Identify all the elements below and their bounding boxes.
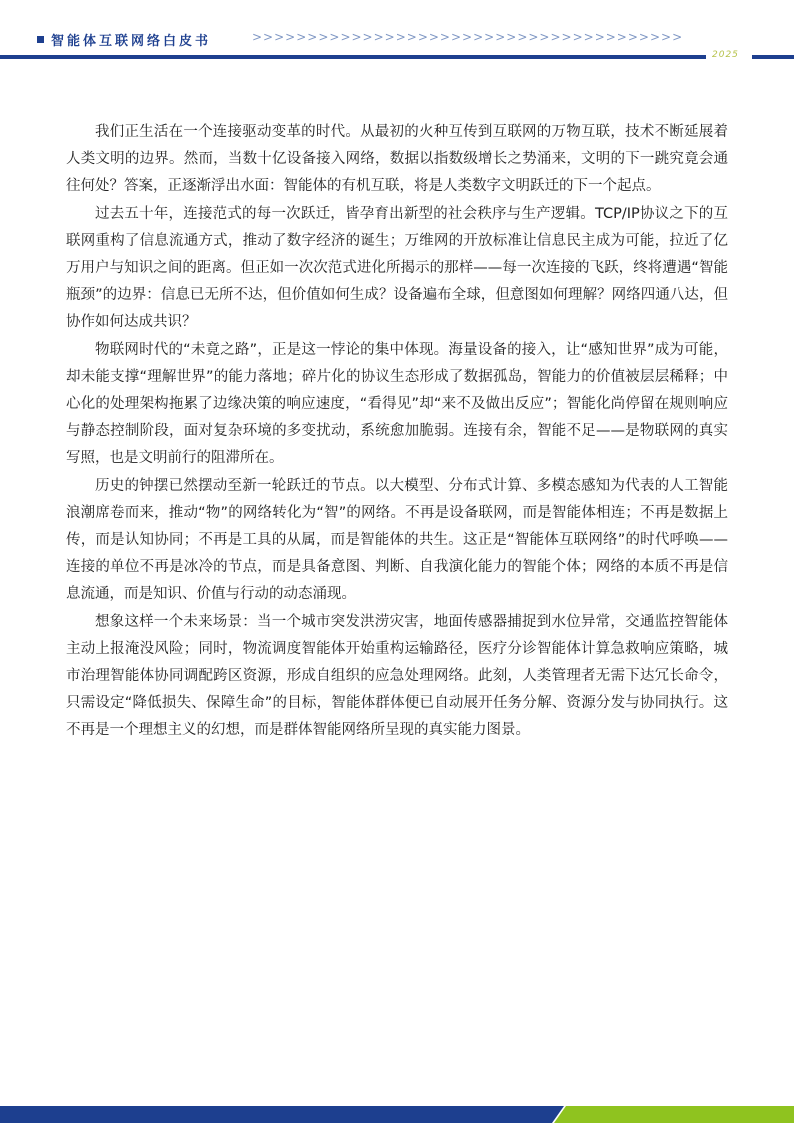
header-rule (0, 55, 706, 59)
paragraph-1: 我们正生活在一个连接驱动变革的时代。从最初的火种互传到互联网的万物互联，技术不断延展着人类文明的边界。然而，当数十亿设备接入网络，数据以指数级增长之势涌来，文明的下一跳究竟会通往何处？答案，正逐渐浮出水面：智能体的有机互联，将是人类数字文明跃迁的下一个起点。 (66, 124, 728, 195)
paragraph-5: 想象这样一个未来场景：当一个城市突发洪涝灾害，地面传感器捕捉到水位异常，交通监控智能体主动上报淹没风险；同时，物流调度智能体开始重构运输路径，医疗分诊智能体计算急救响应策略，城市治理智能体协同调配跨区资源，形成自组织的应急处理网络。此刻，人类管理者无需下达冗长命令，只需设定“降低损失、保障生命”的目标，智能体群体便已自动展开任务分解、资源分发与协同执行。这不再是一个理想主义的幻想，而是群体智能网络所呈现的真实能力图景。 (66, 613, 728, 739)
header-chevron-decoration: >>>>>>>>>>>>>>>>>>>>>>>>>>>>>>>>>>>>>>> (252, 30, 684, 44)
header-bullet-square (37, 36, 44, 43)
paragraph-3: 物联网时代的“未竟之路”，正是这一悖论的集中体现。海量设备的接入，让“感知世界”成为可能，却未能支撑“理解世界”的能力落地；碎片化的协议生态形成了数据孤岛，智能力的价值被层层稀释；中心化的处理架构拖累了边缘决策的响应速度，“看得见”却“来不及做出反应”；智能化尚停留在规则响应与静态控制阶段，面对复杂环境的多变扰动，系统愈加脆弱。连接有余，智能不足——是物联网的真实写照，也是文明前行的阻滞所在。 (66, 341, 728, 467)
body-text (66, 119, 728, 745)
paragraph-4: 历史的钟摆已然摆动至新一轮跃迁的节点。以大模型、分布式计算、多模态感知为代表的人工智能浪潮席卷而来，推动“物”的网络转化为“智”的网络。不再是设备联网，而是智能体相连；不再是数据上传，而是认知协同；不再是工具的从属，而是智能体的共生。这正是“智能体互联网络”的时代呼唤——连接的单位不再是冰冷的节点，而是具备意图、判断、自我演化能力的智能个体；网络的本质不再是信息流通，而是知识、价值与行动的动态涌现。 (66, 477, 728, 603)
footer-band (0, 1106, 794, 1123)
page-header (0, 0, 794, 70)
footer-band-lime (554, 1106, 794, 1123)
paragraph-2: 过去五十年，连接范式的每一次跃迁，皆孕育出新型的社会秩序与生产逻辑。TCP/IP协议之下的互联网重构了信息流通方式，推动了数字经济的诞生；万维网的开放标准让信息民主成为可能，拉近了亿万用户与知识之间的距离。但正如一次次范式进化所揭示的那样——每一次连接的飞跃，终将遭遇“智能瓶颈”的边界：信息已无所不达，但价值如何生成？设备遍布全球，但意图如何理解？网络四通八达，但协作如何达成共识？ (66, 205, 728, 331)
header-rule-right (752, 55, 794, 59)
footer-band-navy (0, 1106, 564, 1123)
header-year: 2025 (712, 50, 739, 60)
document-title: 智能体互联网络白皮书 (51, 34, 212, 49)
